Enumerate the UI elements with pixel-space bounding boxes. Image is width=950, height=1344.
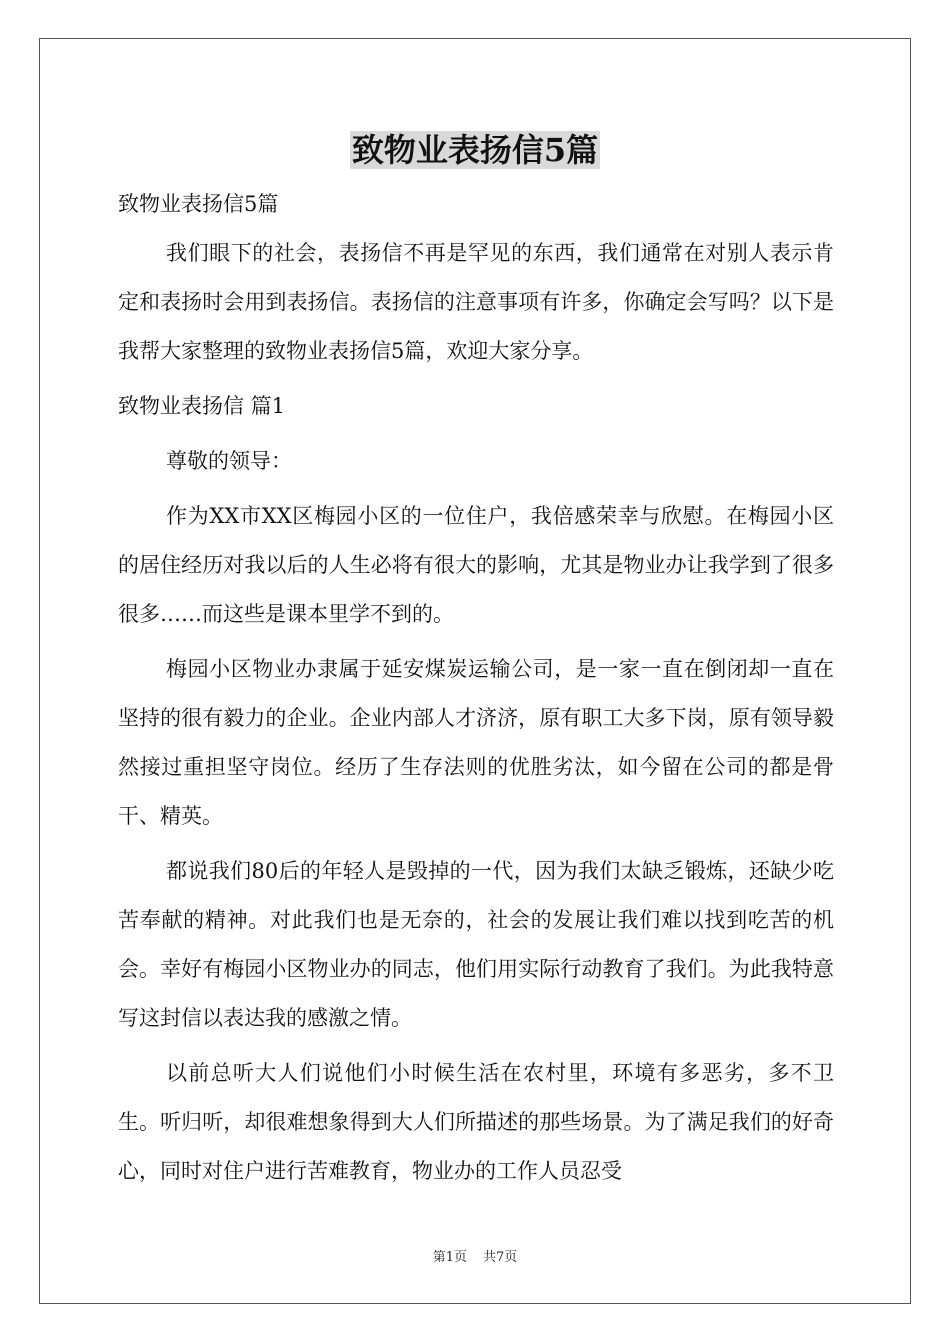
- section-heading: 致物业表扬信 篇1: [118, 394, 286, 418]
- document-title: [0, 128, 950, 172]
- page-footer: [0, 1249, 950, 1267]
- body-paragraph: 作为XX市XX区梅园小区的一位住户，我倍感荣幸与欣慰。在梅园小区的居住经历对我以后的人生必将有很大的影响，尤其是物业办让我学到了很多很多……而这些是课本里学不到的。: [118, 504, 834, 626]
- body-paragraph: 都说我们80后的年轻人是毁掉的一代，因为我们太缺乏锻炼，还缺少吃苦奉献的精神。对此我们也是无奈的，社会的发展让我们难以找到吃苦的机会。幸好有梅园小区物业办的同志，他们用实际行动教育了我们。为此我特意写这封信以表达我的感激之情。: [118, 859, 834, 1030]
- page-total: 共7页: [483, 1250, 518, 1265]
- intro-paragraph: 我们眼下的社会，表扬信不再是罕见的东西，我们通常在对别人表示肯定和表扬时会用到表扬信。表扬信的注意事项有许多，你确定会写吗？以下是我帮大家整理的致物业表扬信5篇，欢迎大家分享。: [118, 241, 834, 363]
- body-paragraph: 梅园小区物业办隶属于延安煤炭运输公司，是一家一直在倒闭却一直在坚持的很有毅力的企业。企业内部人才济济，原有职工大多下岗，原有领导毅然接过重担坚守岗位。经历了生存法则的优胜劣汰，如今留在公司的都是骨干、精英。: [118, 657, 834, 828]
- document-title-text: 致物业表扬信5篇: [351, 131, 599, 169]
- salutation: 尊敬的领导：: [166, 449, 292, 473]
- page-number: 第1页: [432, 1250, 467, 1265]
- subtitle: 致物业表扬信5篇: [118, 192, 279, 216]
- body-paragraph: 以前总听大人们说他们小时候生活在农村里，环境有多恶劣，多不卫生。听归听，却很难想象得到大人们所描述的那些场景。为了满足我们的好奇心，同时对住户进行苦难教育，物业办的工作人员忍受: [118, 1061, 834, 1183]
- document-body: [118, 180, 834, 1196]
